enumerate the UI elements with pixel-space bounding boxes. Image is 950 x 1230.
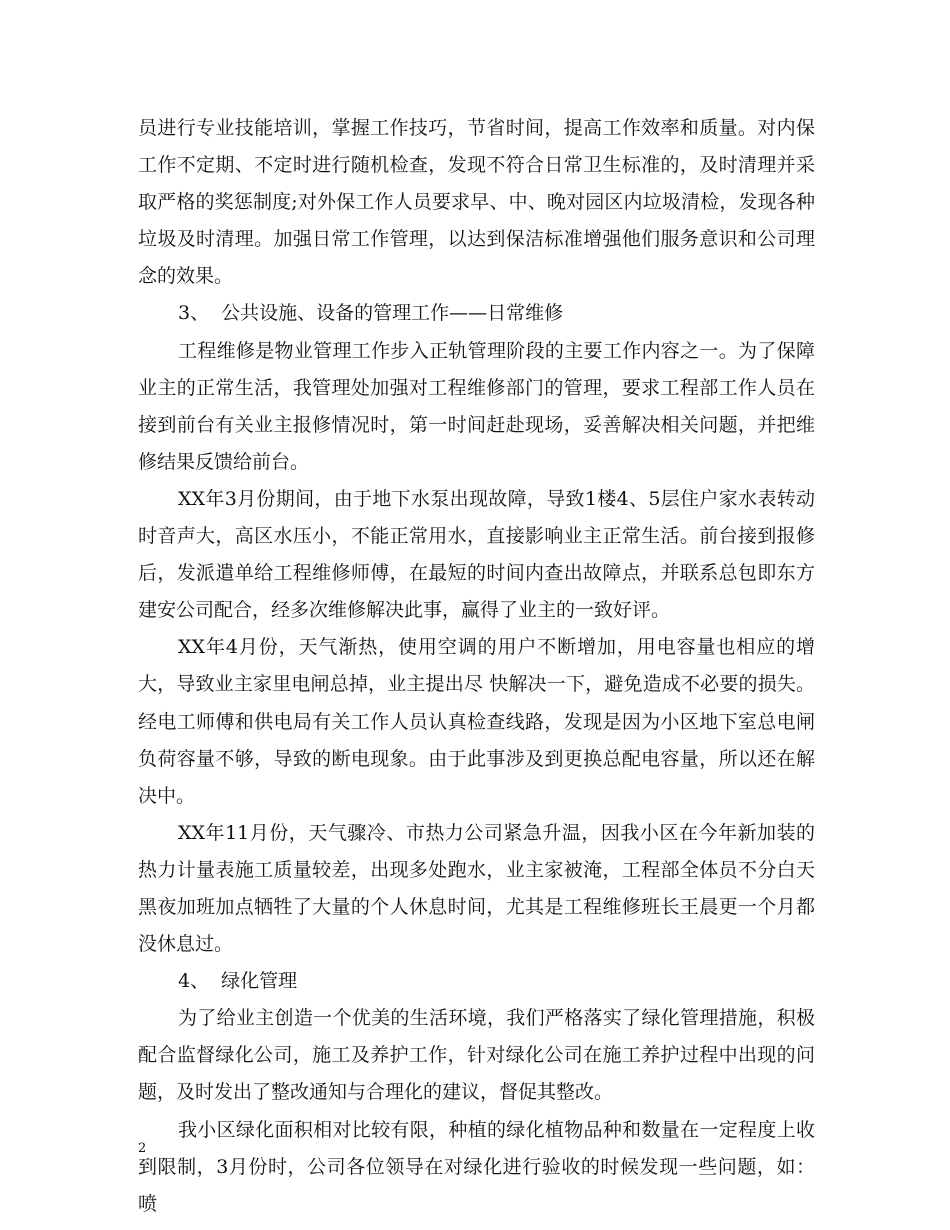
section-heading-facilities-maintenance: 3、 公共设施、设备的管理工作——日常维修 — [178, 302, 564, 325]
paragraph-november-heating: XX年11月份，天气骤冷、市热力公司紧急升温，因我小区在今年新加装的热力计量表施工质量较差，出现多处跑水，业主家被淹，工程部全体员不分白天黑夜加班加点牺牲了大量的个人休息时间，尤其是工程维修班长王晨更一个月都没休息过。 — [138, 821, 815, 956]
paragraph-greening-area: 我小区绿化面积相对比较有限，种植的绿化植物品种和数量在一定程度上收到限制，3月份时，公司各位领导在对绿化进行验收的时候发现一些问题，如：喷 — [138, 1118, 815, 1215]
paragraph-april-power: XX年4月份，天气渐热，使用空调的用户不断增加，用电容量也相应的增大，导致业主家里电闸总掉，业主提出尽 快解决一下，避免造成不必要的损失。经电工师傅和供电局有关工作人员认真检查线路，发现是因为小区地下室总电闸负荷容量不够，导致的断电现象。由于此事涉及到更换总配电容量，所以还在解决中。 — [138, 636, 815, 807]
section-heading-greening: 4、 绿化管理 — [178, 970, 298, 993]
paragraph-cleaning-continued: 员进行专业技能培训，掌握工作技巧，节省时间，提高工作效率和质量。对内保工作不定期、不定时进行随机检查，发现不符合日常卫生标准的，及时清理并采取严格的奖惩制度;对外保工作人员要求早、中、晚对园区内垃圾清检，发现各种垃圾及时清理。加强日常工作管理，以达到保洁标准增强他们服务意识和公司理念的效果。 — [138, 117, 815, 288]
paragraph-march-water-pump: XX年3月份期间，由于地下水泵出现故障，导致1楼4、5层住户家水表转动时音声大，高区水压小，不能正常用水，直接影响业主正常生活。前台接到报修后，发派遣单给工程维修师傅，在最短的时间内查出故障点，并联系总包即东方建安公司配合，经多次维修解决此事，赢得了业主的一致好评。 — [138, 487, 815, 622]
paragraph-greening-measures: 为了给业主创造一个优美的生活环境，我们严格落实了绿化管理措施，积极配合监督绿化公司，施工及养护工作，针对绿化公司在施工养护过程中出现的问题，及时发出了整改通知与合理化的建议，督促其整改。 — [138, 1007, 815, 1104]
paragraph-engineering-maintenance: 工程维修是物业管理工作步入正轨管理阶段的主要工作内容之一。为了保障业主的正常生活，我管理处加强对工程维修部门的管理，要求工程部工作人员在接到前台有关业主报修情况时，第一时间赶赴现场，妥善解决相关问题，并把维修结果反馈给前台。 — [138, 339, 815, 473]
page-number: 2 — [138, 1141, 147, 1156]
document-body — [138, 110, 815, 1223]
